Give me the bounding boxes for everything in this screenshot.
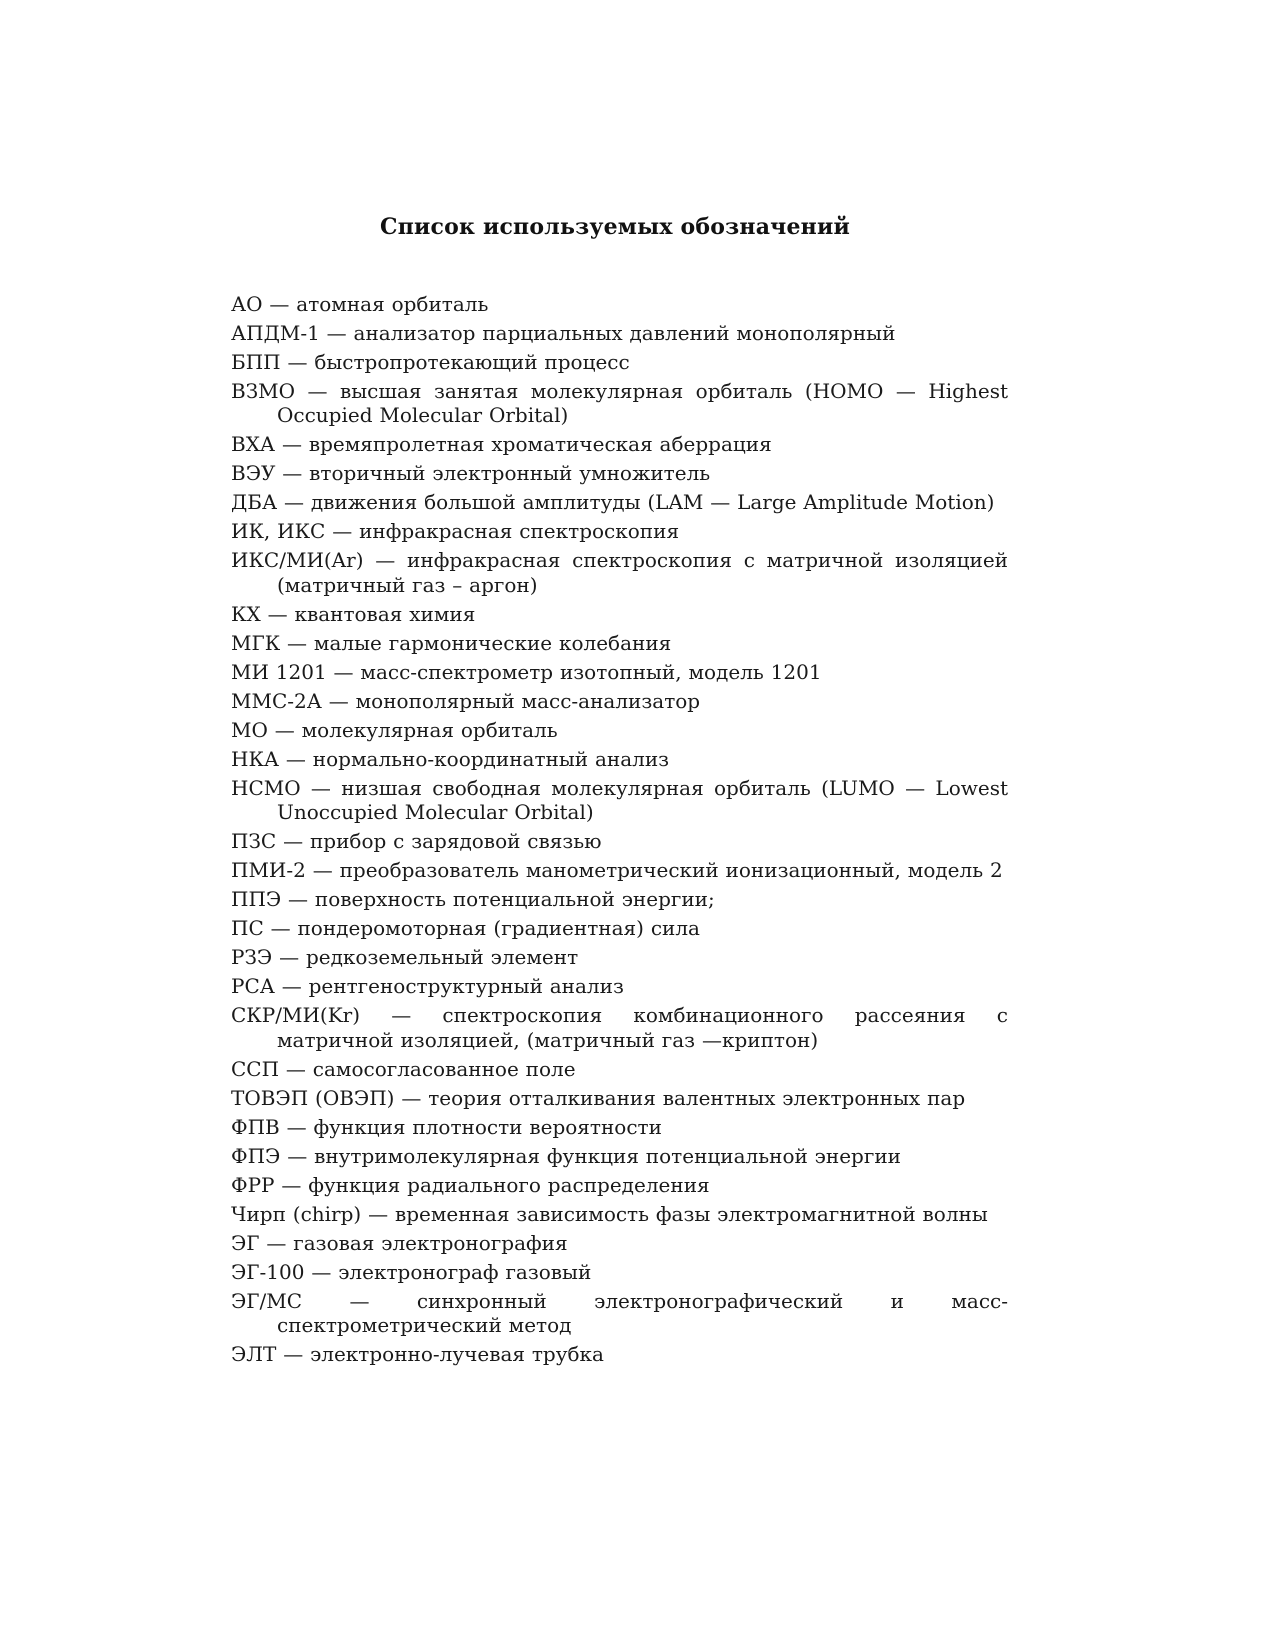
abbreviation-entry bbox=[231, 776, 1008, 825]
entry-definition: времяпролетная хроматическая аберрация bbox=[308, 432, 772, 457]
abbreviation-entry bbox=[231, 490, 1008, 514]
entry-abbreviation: ВЗМО bbox=[231, 379, 296, 403]
entry-abbreviation: НСМО bbox=[231, 775, 301, 800]
entry-definition: низшая свободная молекулярная орбиталь (LUMO — Lowest Unoccupied Molecular Orbital) bbox=[277, 775, 1008, 825]
entry-definition: малые гармонические колебания bbox=[313, 630, 672, 655]
abbreviation-entry bbox=[231, 660, 1008, 684]
entry-abbreviation: АО bbox=[231, 292, 263, 316]
entry-separator: — bbox=[260, 601, 295, 626]
entry-definition: функция радиального распределения bbox=[308, 1172, 710, 1197]
entry-definition: высшая занятая молекулярная орбиталь (HOMO — Highest Occupied Molecular Orbital) bbox=[277, 379, 1008, 428]
entry-definition: внутримолекулярная функция потенциальной энергии bbox=[314, 1143, 901, 1168]
entry-separator: — bbox=[302, 1288, 417, 1313]
entry-definition: теория отталкивания валентных электронных пар bbox=[428, 1085, 966, 1110]
abbreviation-entry bbox=[231, 718, 1008, 742]
entry-abbreviation: ФПЭ bbox=[231, 1143, 281, 1168]
abbreviation-entry bbox=[231, 379, 1008, 428]
page-title: Список используемых обозначений bbox=[380, 214, 850, 240]
entry-abbreviation: ДБА bbox=[231, 490, 278, 515]
entry-separator: — bbox=[267, 717, 302, 742]
entry-definition: атомная орбиталь bbox=[296, 292, 489, 316]
abbreviation-entry bbox=[231, 1144, 1008, 1168]
entry-definition: вторичный электронный умножитель bbox=[309, 461, 711, 486]
entry-separator: — bbox=[295, 379, 340, 403]
abbreviation-entry bbox=[231, 461, 1008, 485]
entry-definition: синхронный электронографический и масс-спектрометрический метод bbox=[277, 1288, 1008, 1338]
entry-separator: — bbox=[275, 432, 309, 457]
entry-separator: — bbox=[276, 1342, 311, 1367]
entry-abbreviation: ССП bbox=[231, 1056, 280, 1081]
entry-definition: анализатор парциальных давлений монополярный bbox=[353, 321, 896, 345]
abbreviation-entry bbox=[231, 1086, 1008, 1110]
entry-separator: — bbox=[274, 1172, 309, 1197]
abbreviation-entry bbox=[231, 1173, 1008, 1197]
abbreviation-entry bbox=[231, 631, 1008, 655]
entry-definition: поверхность потенциальной энергии; bbox=[314, 887, 715, 912]
entry-definition: инфракрасная спектроскопия с матричной изоляцией (матричный газ – аргон) bbox=[277, 548, 1009, 597]
abbreviation-entry bbox=[231, 292, 1008, 316]
abbreviation-entry bbox=[231, 1231, 1008, 1255]
entry-abbreviation: ВХА bbox=[231, 432, 276, 457]
entry-separator: — bbox=[360, 1003, 443, 1028]
entry-abbreviation: РЗЭ bbox=[231, 945, 273, 970]
entry-definition: молекулярная орбиталь bbox=[301, 717, 558, 742]
entry-separator: — bbox=[277, 490, 311, 515]
entry-definition: функция плотности вероятности bbox=[313, 1114, 662, 1139]
entry-separator: — bbox=[279, 746, 313, 771]
abbreviation-entry bbox=[231, 548, 1008, 597]
entry-abbreviation: АПДМ-1 bbox=[231, 321, 320, 345]
entry-abbreviation: ФПВ bbox=[231, 1114, 280, 1139]
abbreviation-entry bbox=[231, 887, 1008, 911]
entry-abbreviation: МИ 1201 bbox=[231, 659, 327, 684]
entry-separator: — bbox=[319, 321, 354, 345]
entry-definition: инфракрасная спектроскопия bbox=[359, 519, 680, 544]
entry-separator: — bbox=[272, 945, 306, 970]
entry-separator: — bbox=[394, 1085, 429, 1110]
entry-abbreviation: ЭГ bbox=[231, 1230, 260, 1255]
abbreviation-entry bbox=[231, 858, 1008, 882]
abbreviation-list bbox=[231, 292, 1008, 1371]
abbreviation-entry bbox=[231, 1003, 1008, 1052]
abbreviation-entry bbox=[231, 747, 1008, 771]
entry-separator: — bbox=[363, 548, 408, 573]
entry-definition: пондеромоторная (градиентная) сила bbox=[297, 916, 700, 941]
entry-abbreviation: ИК, ИКС bbox=[231, 519, 326, 544]
entry-abbreviation: ИКС/МИ(Ar) bbox=[231, 548, 364, 573]
abbreviation-entry bbox=[231, 945, 1008, 969]
entry-abbreviation: КХ bbox=[231, 601, 261, 626]
abbreviation-entry bbox=[231, 602, 1008, 626]
entry-definition: электронограф газовый bbox=[338, 1259, 592, 1284]
entry-abbreviation: ПЗС bbox=[231, 829, 277, 854]
abbreviation-entry bbox=[231, 1342, 1008, 1366]
abbreviation-entry bbox=[231, 1202, 1008, 1226]
entry-abbreviation: ЭЛТ bbox=[231, 1342, 277, 1367]
entry-definition: спектроскопия комбинационного рассеяния с матричной изоляцией, (матричный газ —криптон) bbox=[277, 1003, 1009, 1052]
entry-abbreviation: МГК bbox=[231, 630, 281, 655]
entry-separator: — bbox=[281, 887, 315, 912]
entry-abbreviation: Чирп (chirp) bbox=[231, 1201, 362, 1226]
entry-definition: преобразователь манометрический ионизационный, модель 2 bbox=[339, 858, 1003, 883]
entry-separator: — bbox=[259, 1230, 294, 1255]
entry-separator: — bbox=[280, 1143, 315, 1168]
entry-separator: — bbox=[262, 292, 297, 316]
abbreviation-entry bbox=[231, 1289, 1008, 1338]
entry-separator: — bbox=[276, 829, 310, 854]
abbreviation-entry bbox=[231, 974, 1008, 998]
entry-separator: — bbox=[325, 519, 360, 544]
entry-definition: рентгеноструктурный анализ bbox=[308, 974, 624, 999]
entry-definition: самосогласованное поле bbox=[312, 1056, 576, 1081]
entry-definition: нормально-координатный анализ bbox=[312, 746, 670, 771]
entry-definition: электронно-лучевая трубка bbox=[310, 1342, 604, 1367]
abbreviation-entry bbox=[231, 519, 1008, 543]
entry-separator: — bbox=[279, 1114, 314, 1139]
abbreviation-entry bbox=[231, 829, 1008, 853]
entry-definition: квантовая химия bbox=[294, 601, 476, 626]
entry-definition: быстропротекающий процесс bbox=[314, 350, 630, 374]
entry-separator: — bbox=[321, 688, 356, 713]
entry-abbreviation: РСА bbox=[231, 974, 275, 999]
entry-separator: — bbox=[263, 916, 298, 941]
entry-separator: — bbox=[326, 659, 361, 684]
entry-separator: — bbox=[280, 350, 315, 374]
entry-separator: — bbox=[279, 1056, 313, 1081]
entry-definition: редкоземельный элемент bbox=[305, 945, 579, 970]
entry-separator: — bbox=[361, 1201, 395, 1226]
entry-definition: газовая электронография bbox=[293, 1230, 568, 1255]
entry-abbreviation: БПП bbox=[231, 350, 281, 374]
entry-abbreviation: НКА bbox=[231, 746, 280, 771]
abbreviation-entry bbox=[231, 1115, 1008, 1139]
entry-abbreviation: МО bbox=[231, 717, 268, 742]
abbreviation-entry bbox=[231, 321, 1008, 345]
entry-abbreviation: ВЭУ bbox=[231, 461, 276, 486]
entry-abbreviation: ПМИ-2 bbox=[231, 858, 306, 883]
entry-abbreviation: ЭГ-100 bbox=[231, 1259, 305, 1284]
entry-definition: прибор с зарядовой связью bbox=[309, 829, 602, 854]
abbreviation-entry bbox=[231, 432, 1008, 456]
abbreviation-entry bbox=[231, 916, 1008, 940]
entry-definition: временная зависимость фазы электромагнитной волны bbox=[394, 1201, 988, 1226]
entry-separator: — bbox=[305, 858, 340, 883]
entry-definition: масс-спектрометр изотопный, модель 1201 bbox=[360, 659, 822, 684]
entry-abbreviation: ППЭ bbox=[231, 887, 282, 912]
entry-abbreviation: ТОВЭП (ОВЭП) bbox=[231, 1085, 395, 1110]
abbreviation-entry bbox=[231, 350, 1008, 374]
abbreviation-entry bbox=[231, 1260, 1008, 1284]
entry-separator: — bbox=[304, 1259, 339, 1284]
abbreviation-entry bbox=[231, 1057, 1008, 1081]
entry-abbreviation: СКР/МИ(Kr) bbox=[231, 1003, 361, 1028]
abbreviation-entry bbox=[231, 689, 1008, 713]
entry-abbreviation: ФРР bbox=[231, 1172, 275, 1197]
entry-abbreviation: ПС bbox=[231, 916, 264, 941]
entry-separator: — bbox=[275, 461, 310, 486]
entry-separator: — bbox=[274, 974, 309, 999]
entry-separator: — bbox=[300, 775, 342, 800]
entry-definition: движения большой амплитуды (LAM — Large Amplitude Motion) bbox=[310, 490, 995, 515]
entry-separator: — bbox=[280, 630, 314, 655]
entry-definition: монополярный масс-анализатор bbox=[355, 688, 701, 713]
entry-abbreviation: ЭГ/МС bbox=[231, 1288, 303, 1313]
entry-abbreviation: ММС-2А bbox=[231, 688, 322, 713]
